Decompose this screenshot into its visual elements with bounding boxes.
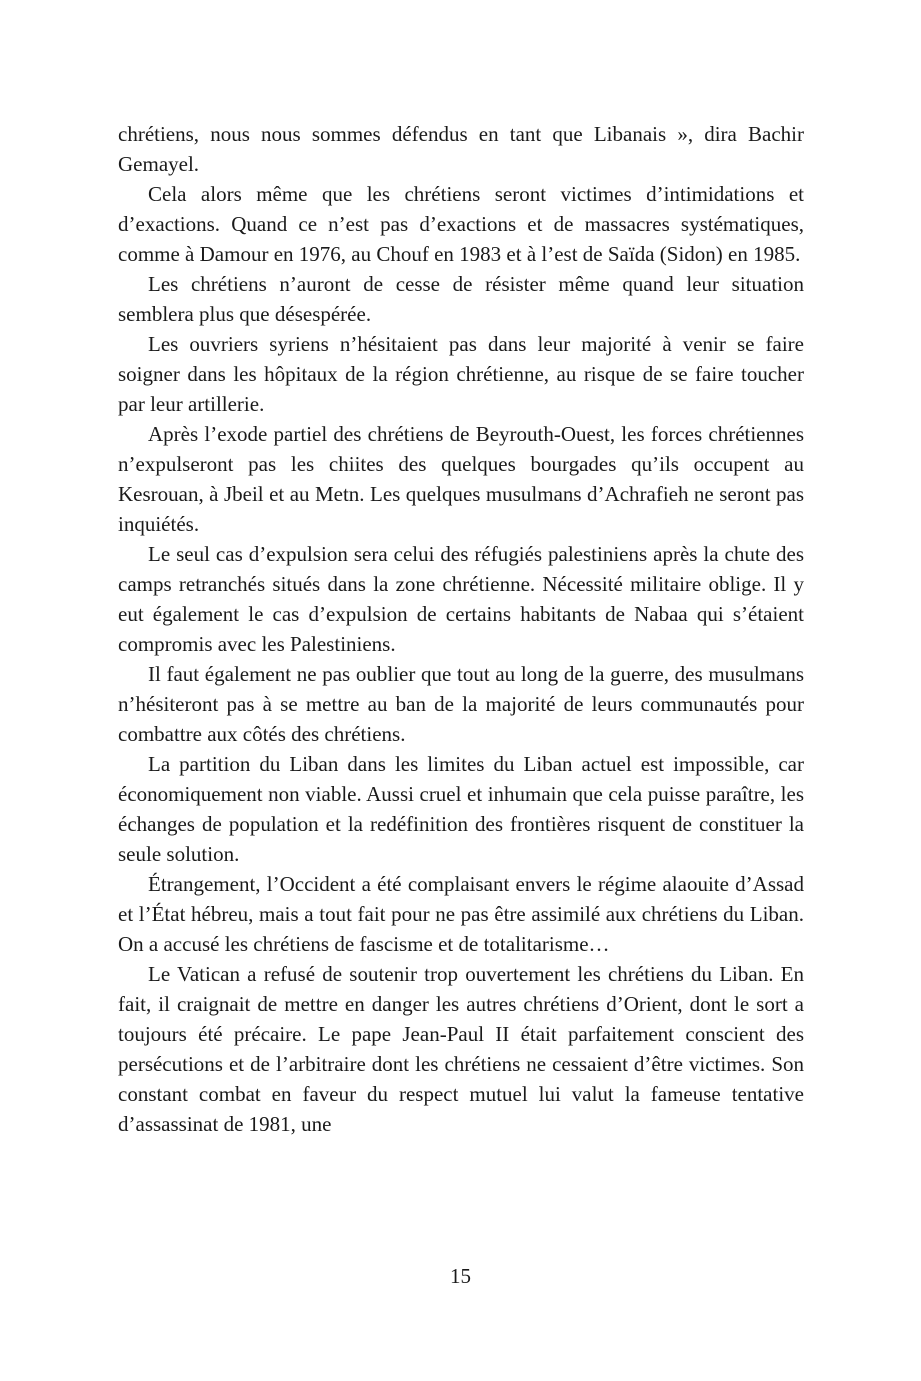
- paragraph: La partition du Liban dans les limites du Liban actuel est impossible, car économiquement non viable. Aussi cruel et inhumain que cela puisse paraître, les échanges de population et la redéfinition des frontières risquent de constituer la seule solution.: [118, 752, 804, 866]
- paragraph: Les chrétiens n’auront de cesse de résister même quand leur situation semblera plus que désespérée.: [118, 272, 804, 326]
- paragraph: Après l’exode partiel des chrétiens de Beyrouth-Ouest, les forces chrétiennes n’expulseront pas les chiites des quelques bourgades qu’ils occupent au Kesrouan, à Jbeil et au Metn. Les quelques musulmans d’Achrafieh ne seront pas inquiétés.: [118, 422, 804, 536]
- paragraph: Étrangement, l’Occident a été complaisant envers le régime alaouite d’Assad et l’État hébreu, mais a tout fait pour ne pas être assimilé aux chrétiens du Liban. On a accusé les chrétiens de fascisme et de totalitarisme…: [118, 872, 804, 956]
- paragraph: Le seul cas d’expulsion sera celui des réfugiés palestiniens après la chute des camps retranchés situés dans la zone chrétienne. Nécessité militaire oblige. Il y eut également le cas d’expulsion de certains habitants de Nabaa qui s’étaient compromis avec les Palestiniens.: [118, 542, 804, 656]
- paragraph: Cela alors même que les chrétiens seront victimes d’intimidations et d’exactions. Quand ce n’est pas d’exactions et de massacres systématiques, comme à Damour en 1976, au Chouf en 1983 et à l’est de Saïda (Sidon) en 1985.: [118, 182, 804, 266]
- paragraph-continuation: chrétiens, nous nous sommes défendus en tant que Libanais », dira Bachir Gemayel.: [118, 122, 804, 176]
- body-text: [118, 119, 804, 1139]
- paragraph: Le Vatican a refusé de soutenir trop ouvertement les chrétiens du Liban. En fait, il craignait de mettre en danger les autres chrétiens d’Orient, dont le sort a toujours été précaire. Le pape Jean-Paul II était parfaitement conscient des persécutions et de l’arbitraire dont les chrétiens ne cessaient d’être victimes. Son constant combat en faveur du respect mutuel lui valut la fameuse tentative d’assassinat de 1981, une: [118, 962, 804, 1136]
- paragraph: Les ouvriers syriens n’hésitaient pas dans leur majorité à venir se faire soigner dans les hôpitaux de la région chrétienne, au risque de se faire toucher par leur artillerie.: [118, 332, 804, 416]
- paragraph: Il faut également ne pas oublier que tout au long de la guerre, des musulmans n’hésiteront pas à se mettre au ban de la majorité de leurs communautés pour combattre aux côtés des chrétiens.: [118, 662, 804, 746]
- page-number: 15: [450, 1264, 471, 1288]
